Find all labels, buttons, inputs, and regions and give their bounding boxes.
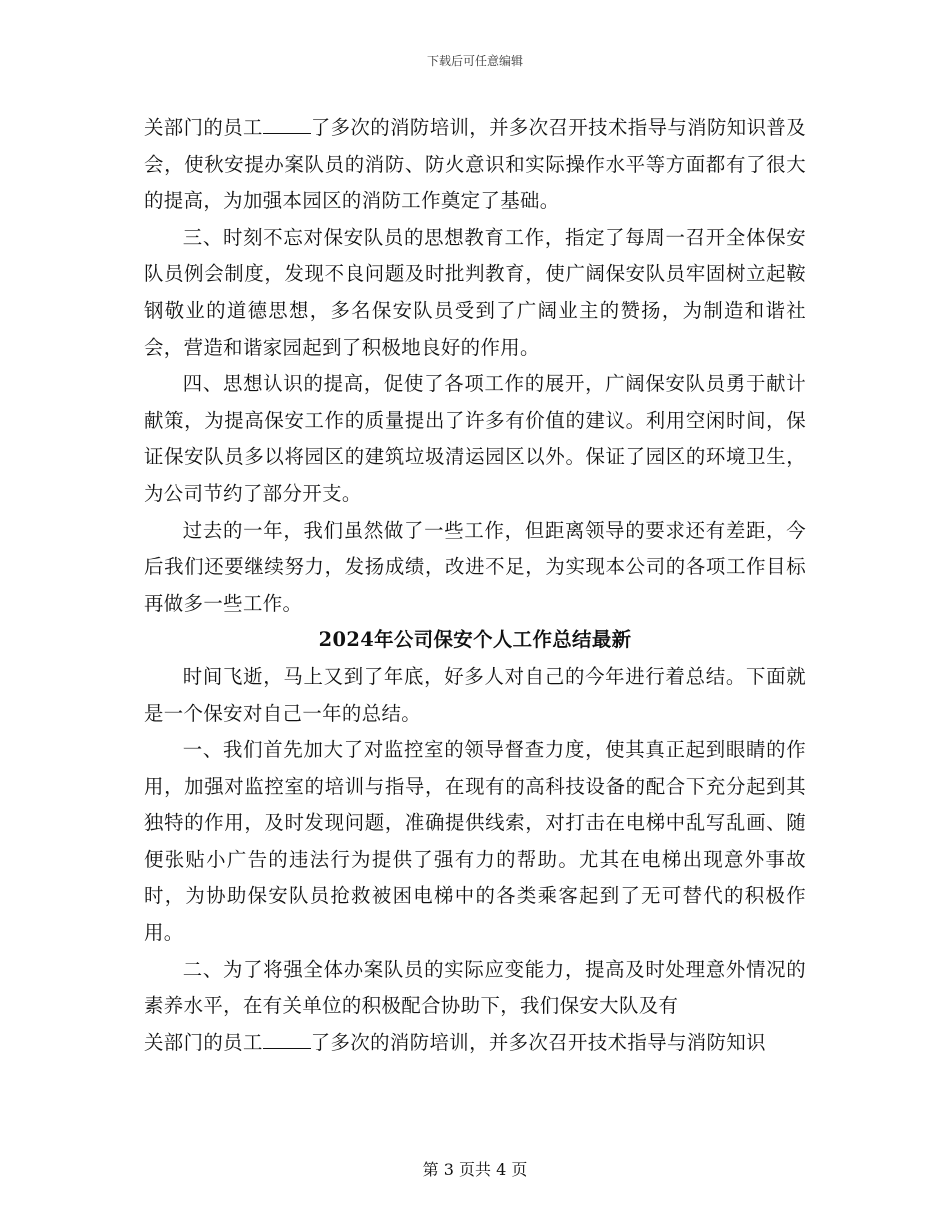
paragraph-4: 过去的一年，我们虽然做了一些工作，但距离领导的要求还有差距，今后我们还要继续努力，发扬成绩，改进不足，为实现本公司的各项工作目标再做多一些工作。	[144, 518, 806, 615]
paragraph-3: 四、思想认识的提高，促使了各项工作的展开，广阔保安队员勇于献计献策，为提高保安工作的质量提出了许多有价值的建议。利用空闲时间，保证保安队员多以将园区的建筑垃圾清运园区以外。保证了园区的环境卫生，为公司节约了部分开支。	[144, 372, 806, 505]
page-header: 下载后可任意编辑	[426, 54, 523, 68]
paragraph-1	[144, 110, 806, 220]
document-body	[144, 110, 806, 1061]
paragraph-6: 一、我们首先加大了对监控室的领导督查力度，使其真正起到眼睛的作用，加强对监控室的培训与指导，在现有的高科技设备的配合下充分起到其独特的作用，及时发现问题，准确提供线索，对打击在电梯中乱写乱画、随便张贴小广告的违法行为提供了强有力的帮助。尤其在电梯出现意外事故时，为协助保安队员抢救被困电梯中的各类乘客起到了无可替代的积极作用。	[144, 738, 806, 945]
paragraph-8-end: 了多次的消防培训，并多次召开技术指导与消防知识	[310, 1030, 766, 1054]
fill-in-blank	[263, 1030, 311, 1049]
fill-in-blank	[263, 115, 311, 134]
paragraph-8	[144, 1025, 806, 1062]
paragraph-1-start: 关部门的员工	[144, 116, 263, 139]
paragraph-8-start: 关部门的员工	[144, 1030, 263, 1054]
paragraph-5: 时间飞逝，马上又到了年底，好多人对自己的今年进行着总结。下面就是一个保安对自己一年的总结。	[144, 664, 806, 725]
paragraph-1-end: 了多次的消防培训，并多次召开技术指导与消防知识普及会，使秋安提办案队员的消防、防火意识和实际操作水平等方面都有了很大的提高，为加强本园区的消防工作奠定了基础。	[144, 116, 806, 213]
paragraph-2: 三、时刻不忘对保安队员的思想教育工作，指定了每周一召开全体保安队员例会制度，发现不良问题及时批判教育，使广阔保安队员牢固树立起鞍钢敬业的道德思想，多名保安队员受到了广阔业主的赞扬，为制造和谐社会，营造和谐家园起到了积极地良好的作用。	[144, 225, 806, 359]
section-title: 2024年公司保安个人工作总结最新	[318, 628, 632, 652]
paragraph-7: 二、为了将强全体办案队员的实际应变能力，提高及时处理意外情况的素养水平，在有关单位的积极配合协助下，我们保安大队及有	[144, 957, 806, 1018]
page-number: 第 3 页共 4 页	[422, 1160, 528, 1179]
